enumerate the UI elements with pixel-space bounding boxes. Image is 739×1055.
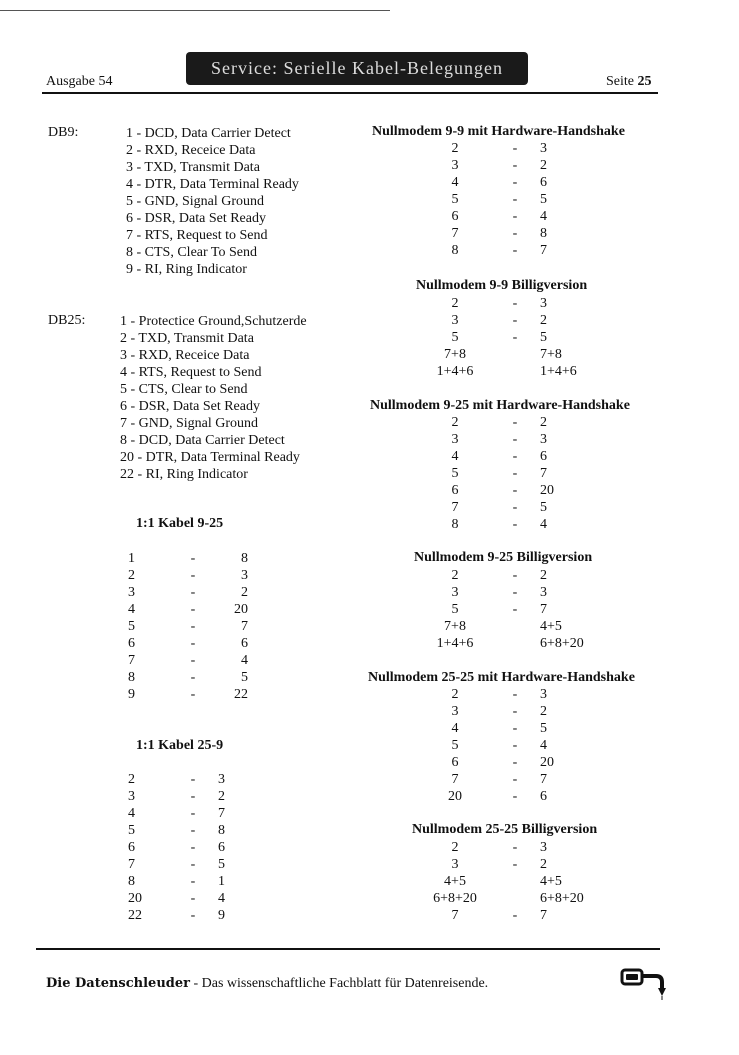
pin-separator: -	[512, 721, 518, 736]
table-row	[420, 601, 620, 618]
pin-to: 5	[218, 857, 225, 872]
db9-pin-list	[126, 125, 299, 278]
table-row	[420, 618, 620, 635]
table-row	[420, 890, 620, 907]
pin-separator: -	[512, 568, 518, 583]
pin-line: 9 - RI, Ring Indicator	[126, 262, 247, 277]
table-row	[420, 737, 620, 754]
pin-line: 3 - RXD, Receice Data	[120, 348, 250, 363]
pin-from: 5	[451, 602, 459, 617]
pin-to: 5	[540, 500, 547, 515]
pin-to: 3	[540, 296, 547, 311]
pin-separator: -	[512, 789, 518, 804]
db25-pin-list	[120, 313, 307, 483]
table-row	[420, 242, 620, 259]
pin-from: 5	[451, 738, 459, 753]
table-row	[420, 499, 620, 516]
pin-to: 2	[540, 158, 547, 173]
pin-separator: -	[190, 585, 196, 600]
pin-from: 7+8	[444, 347, 466, 362]
pin-separator: -	[190, 619, 196, 634]
pin-to: 4	[540, 738, 547, 753]
pin-from: 7	[451, 772, 459, 787]
pin-to: 7	[540, 908, 547, 923]
pin-from: 8	[128, 670, 135, 685]
pin-from: 6+8+20	[433, 891, 477, 906]
table-row	[128, 856, 248, 873]
pin-separator: -	[512, 466, 518, 481]
table-row	[128, 652, 248, 669]
db9-label: DB9:	[48, 125, 79, 140]
pin-to: 5	[540, 192, 547, 207]
pin-separator: -	[512, 141, 518, 156]
pin-line: 3 - TXD, Transmit Data	[126, 160, 260, 175]
pin-line: 5 - CTS, Clear to Send	[120, 382, 248, 397]
footer-brand: Die Datenschleuder	[46, 976, 190, 991]
pin-to: 7+8	[540, 347, 562, 362]
pin-to: 22	[234, 687, 248, 702]
pin-from: 4	[451, 175, 459, 190]
issue-label: Ausgabe 54	[46, 74, 113, 89]
pin-to: 7	[540, 602, 547, 617]
pin-to: 5	[540, 721, 547, 736]
table-row	[128, 890, 248, 907]
pin-line: 7 - GND, Signal Ground	[120, 416, 259, 431]
pin-from: 5	[451, 330, 459, 345]
pin-separator: -	[512, 908, 518, 923]
table-row	[128, 873, 248, 890]
header-rule	[42, 92, 658, 94]
kabel-25-9-title: 1:1 Kabel 25-9	[136, 738, 224, 753]
pin-to: 4	[540, 209, 547, 224]
pin-separator: -	[512, 500, 518, 515]
table-row	[420, 312, 620, 329]
kabel-9-25-title: 1:1 Kabel 9-25	[136, 516, 224, 531]
pin-from: 4	[128, 806, 135, 821]
pin-from: 7	[128, 653, 135, 668]
table-row	[128, 839, 248, 856]
pin-to: 9	[218, 908, 225, 923]
pin-from: 6	[451, 755, 459, 770]
pin-line: 2 - TXD, Transmit Data	[120, 331, 254, 346]
pin-separator: -	[190, 772, 196, 787]
table-row	[420, 329, 620, 346]
pin-line: 1 - DCD, Data Carrier Detect	[126, 126, 291, 141]
pin-from: 3	[451, 585, 459, 600]
pin-from: 3	[451, 158, 459, 173]
table-row	[420, 856, 620, 873]
table-row	[420, 754, 620, 771]
pin-from: 2	[451, 568, 459, 583]
pin-separator: -	[190, 551, 196, 566]
pin-from: 8	[451, 517, 459, 532]
table-row	[128, 788, 248, 805]
pin-to: 6	[540, 175, 547, 190]
pin-separator: -	[190, 891, 196, 906]
pin-from: 1	[128, 551, 135, 566]
pin-to: 6+8+20	[540, 891, 584, 906]
pin-separator: -	[512, 687, 518, 702]
pin-separator: -	[512, 449, 518, 464]
nm-9-9-billig-title: Nullmodem 9-9 Billigversion	[416, 278, 588, 293]
table-row	[420, 174, 620, 191]
pin-separator	[490, 618, 540, 635]
section-banner: Service: Serielle Kabel-Belegungen	[186, 52, 528, 85]
pin-to: 3	[241, 568, 248, 583]
table-row	[420, 720, 620, 737]
pin-to: 2	[540, 857, 547, 872]
pin-to: 1	[218, 874, 225, 889]
pin-line: 4 - RTS, Request to Send	[120, 365, 262, 380]
pin-separator: -	[512, 704, 518, 719]
pin-to: 5	[241, 670, 248, 685]
table-row	[128, 907, 248, 924]
table-row	[420, 448, 620, 465]
table-row	[420, 208, 620, 225]
pin-from: 7	[451, 226, 459, 241]
pin-to: 3	[540, 141, 547, 156]
pin-separator	[490, 346, 540, 363]
pin-from: 8	[451, 243, 459, 258]
pin-from: 3	[451, 432, 459, 447]
pin-line: 8 - CTS, Clear To Send	[126, 245, 257, 260]
pin-from: 1+4+6	[436, 364, 474, 379]
footer-tagline: - Das wissenschaftliche Fachblatt für Datenreisende.	[190, 976, 489, 991]
pin-separator: -	[190, 670, 196, 685]
pin-line: 6 - DSR, Data Set Ready	[126, 211, 266, 226]
pin-to: 2	[540, 704, 547, 719]
nm-9-25-billig-title: Nullmodem 9-25 Billigversion	[414, 550, 593, 565]
pin-to: 20	[540, 755, 554, 770]
pin-from: 8	[128, 874, 135, 889]
pin-to: 3	[540, 432, 547, 447]
footer-text	[46, 976, 488, 992]
pin-from: 3	[128, 585, 135, 600]
pin-from: 6	[128, 840, 135, 855]
pin-to: 2	[540, 568, 547, 583]
table-row	[420, 157, 620, 174]
pin-to: 7	[540, 243, 547, 258]
kabel-25-9-table	[128, 771, 248, 924]
pin-to: 6	[540, 449, 547, 464]
table-row	[420, 295, 620, 312]
nm-9-9-hw-title: Nullmodem 9-9 mit Hardware-Handshake	[372, 124, 625, 139]
table-row	[420, 191, 620, 208]
nm-9-25-hw-table	[420, 414, 620, 533]
pin-from: 1+4+6	[436, 636, 474, 651]
pin-from: 7	[128, 857, 135, 872]
pin-to: 5	[540, 330, 547, 345]
table-row	[420, 907, 620, 924]
nm-25-25-billig-table	[420, 839, 620, 924]
pin-separator	[490, 635, 540, 652]
pin-from: 2	[451, 415, 459, 430]
table-row	[420, 771, 620, 788]
table-row	[420, 839, 620, 856]
pin-separator: -	[190, 806, 196, 821]
table-row	[420, 567, 620, 584]
pin-separator: -	[190, 568, 196, 583]
pin-from: 2	[451, 687, 459, 702]
table-row	[420, 431, 620, 448]
pin-separator: -	[512, 175, 518, 190]
pin-to: 8	[540, 226, 547, 241]
pin-line: 5 - GND, Signal Ground	[126, 194, 265, 209]
pin-separator	[490, 890, 540, 907]
pin-from: 3	[451, 857, 459, 872]
nm-9-9-hw-table	[420, 140, 620, 259]
pin-to: 7	[540, 772, 547, 787]
pin-separator	[490, 873, 540, 890]
pin-separator: -	[512, 415, 518, 430]
table-row	[128, 805, 248, 822]
table-row	[128, 584, 248, 601]
pin-separator: -	[512, 192, 518, 207]
pin-from: 4	[451, 449, 459, 464]
pin-to: 3	[218, 772, 225, 787]
pin-from: 2	[451, 141, 459, 156]
pin-separator: -	[512, 772, 518, 787]
pin-separator: -	[512, 483, 518, 498]
pin-from: 5	[451, 192, 459, 207]
pin-separator: -	[512, 602, 518, 617]
pin-to: 6	[241, 636, 248, 651]
table-row	[420, 465, 620, 482]
pin-separator: -	[190, 840, 196, 855]
pin-separator: -	[190, 636, 196, 651]
nm-9-9-billig-table	[420, 295, 620, 380]
pin-to: 8	[218, 823, 225, 838]
pin-line: 7 - RTS, Request to Send	[126, 228, 268, 243]
pin-line: 20 - DTR, Data Terminal Ready	[120, 450, 300, 465]
pin-to: 3	[540, 840, 547, 855]
pin-from: 20	[128, 891, 142, 906]
pin-from: 7	[451, 908, 459, 923]
pin-separator: -	[512, 840, 518, 855]
table-row	[128, 550, 248, 567]
pin-separator: -	[190, 874, 196, 889]
table-row	[420, 516, 620, 533]
footer-rule	[36, 948, 660, 950]
pin-to: 2	[540, 415, 547, 430]
pin-from: 2	[451, 296, 459, 311]
pin-separator: -	[190, 823, 196, 838]
nm-9-25-hw-title: Nullmodem 9-25 mit Hardware-Handshake	[370, 398, 630, 413]
pin-from: 3	[451, 704, 459, 719]
pin-to: 4	[540, 517, 547, 532]
table-row	[420, 346, 620, 363]
nm-25-25-hw-table	[420, 686, 620, 805]
pin-from: 22	[128, 908, 142, 923]
pin-to: 7	[241, 619, 248, 634]
pin-separator: -	[190, 602, 196, 617]
pin-to: 7	[540, 466, 547, 481]
pin-from: 2	[451, 840, 459, 855]
table-row	[128, 822, 248, 839]
nm-25-25-billig-title: Nullmodem 25-25 Billigversion	[412, 822, 598, 837]
pin-line: 8 - DCD, Data Carrier Detect	[120, 433, 285, 448]
nm-25-25-hw-title: Nullmodem 25-25 mit Hardware-Handshake	[368, 670, 635, 685]
pin-to: 3	[540, 687, 547, 702]
pin-from: 20	[448, 789, 462, 804]
table-row	[128, 567, 248, 584]
pin-separator: -	[512, 857, 518, 872]
pin-to: 4	[241, 653, 248, 668]
table-row	[128, 686, 248, 703]
table-row	[420, 686, 620, 703]
table-row	[420, 225, 620, 242]
pin-from: 6	[128, 636, 135, 651]
pin-separator: -	[512, 585, 518, 600]
pin-to: 1+4+6	[540, 364, 577, 379]
pin-line: 1 - Protectice Ground,Schutzerde	[120, 314, 307, 329]
table-row	[128, 601, 248, 618]
pin-separator: -	[512, 296, 518, 311]
table-row	[128, 635, 248, 652]
pin-from: 5	[128, 823, 135, 838]
table-row	[128, 669, 248, 686]
pin-line: 6 - DSR, Data Set Ready	[120, 399, 260, 414]
pin-separator: -	[512, 517, 518, 532]
pin-to: 6	[218, 840, 225, 855]
pin-separator: -	[190, 653, 196, 668]
pin-separator: -	[512, 432, 518, 447]
pin-to: 7	[218, 806, 225, 821]
table-row	[420, 584, 620, 601]
pin-from: 2	[128, 772, 135, 787]
pin-from: 5	[451, 466, 459, 481]
pin-to: 2	[540, 313, 547, 328]
pin-separator: -	[512, 330, 518, 345]
table-row	[420, 363, 620, 380]
pin-to: 4	[218, 891, 225, 906]
nm-9-25-billig-table	[420, 567, 620, 652]
pin-to: 2	[218, 789, 225, 804]
pin-line: 22 - RI, Ring Indicator	[120, 467, 248, 482]
pin-to: 3	[540, 585, 547, 600]
pin-to: 20	[234, 602, 248, 617]
chaos-knot-icon	[620, 966, 666, 1005]
pin-separator: -	[512, 158, 518, 173]
table-row	[420, 873, 620, 890]
pin-from: 4	[128, 602, 135, 617]
kabel-9-25-table	[128, 550, 248, 703]
pin-separator: -	[190, 908, 196, 923]
table-row	[420, 703, 620, 720]
table-row	[420, 140, 620, 157]
pin-from: 3	[451, 313, 459, 328]
pin-from: 4+5	[444, 874, 466, 889]
page-number: Seite 25	[606, 74, 652, 89]
table-row	[128, 618, 248, 635]
top-rule	[0, 10, 390, 11]
pin-separator: -	[512, 209, 518, 224]
table-row	[420, 482, 620, 499]
pin-separator: -	[190, 789, 196, 804]
pin-to: 20	[540, 483, 554, 498]
pin-separator	[490, 363, 540, 380]
db25-label: DB25:	[48, 313, 86, 328]
pin-from: 2	[128, 568, 135, 583]
pin-separator: -	[512, 313, 518, 328]
pin-separator: -	[190, 687, 196, 702]
pin-from: 4	[451, 721, 459, 736]
pin-from: 5	[128, 619, 135, 634]
pin-separator: -	[512, 738, 518, 753]
pin-from: 6	[451, 483, 459, 498]
pin-to: 8	[241, 551, 248, 566]
pin-line: 4 - DTR, Data Terminal Ready	[126, 177, 299, 192]
pin-separator: -	[512, 226, 518, 241]
table-row	[420, 414, 620, 431]
table-row	[420, 788, 620, 805]
pin-to: 4+5	[540, 619, 562, 634]
pin-to: 6	[540, 789, 547, 804]
pin-to: 6+8+20	[540, 636, 584, 651]
pin-to: 2	[241, 585, 248, 600]
pin-from: 9	[128, 687, 135, 702]
pin-from: 7	[451, 500, 459, 515]
table-row	[128, 771, 248, 788]
pin-separator: -	[512, 755, 518, 770]
pin-from: 6	[451, 209, 459, 224]
pin-to: 4+5	[540, 874, 562, 889]
pin-separator: -	[190, 857, 196, 872]
pin-separator: -	[512, 243, 518, 258]
table-row	[420, 635, 620, 652]
pin-line: 2 - RXD, Receice Data	[126, 143, 256, 158]
pin-from: 3	[128, 789, 135, 804]
pin-from: 7+8	[444, 619, 466, 634]
